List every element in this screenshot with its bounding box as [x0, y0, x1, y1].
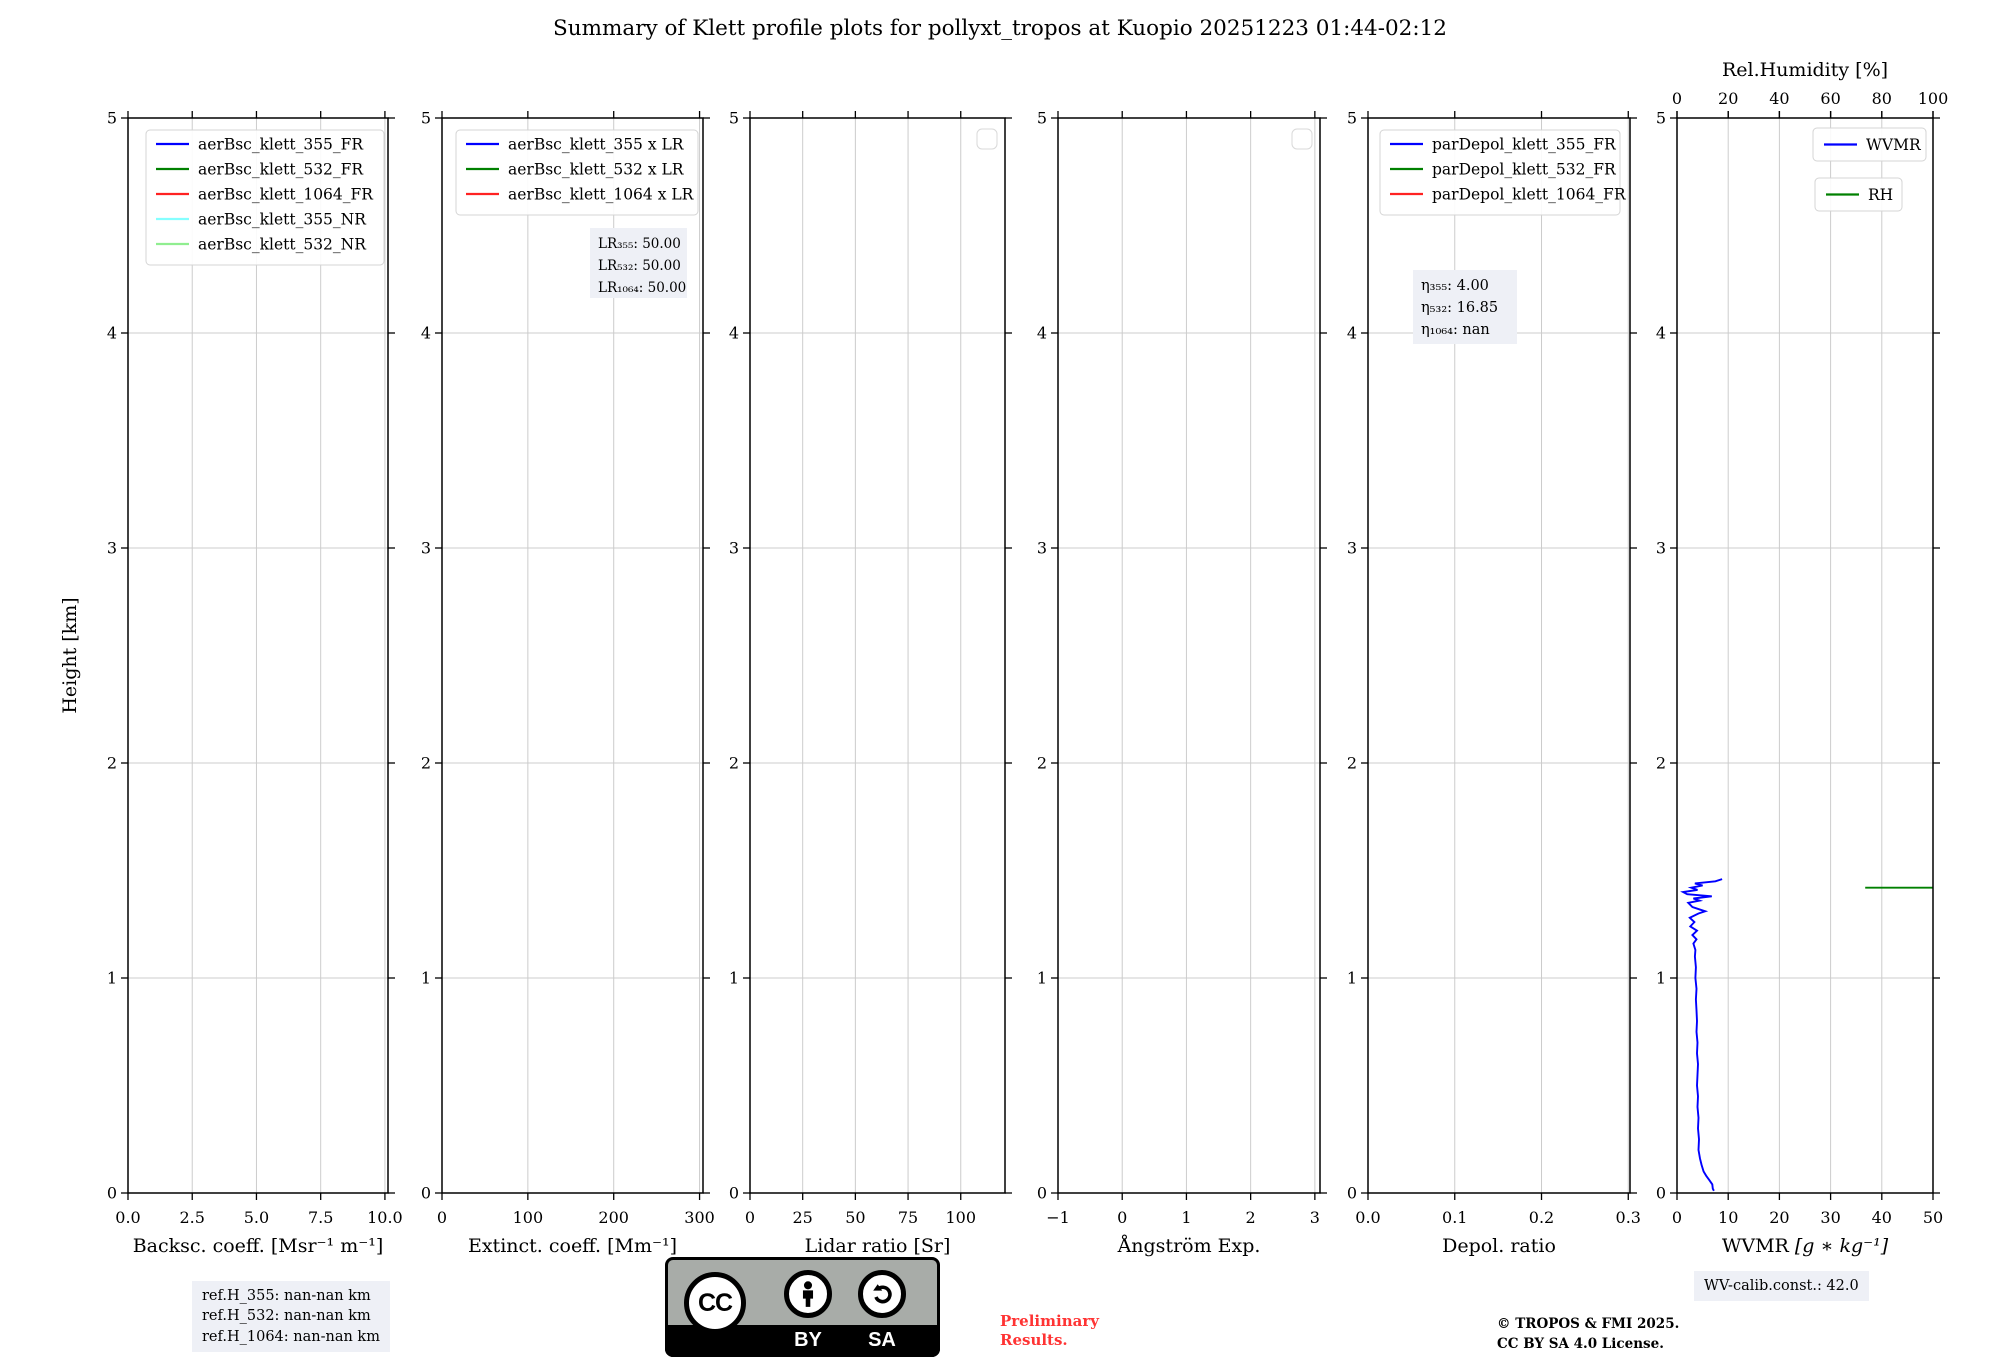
legend-label: aerBsc_klett_532_FR	[198, 160, 364, 179]
x-tick-label: 0.2	[1528, 1208, 1555, 1227]
y-axis	[729, 109, 1012, 1203]
x-axis-label: Backsc. coeff. [Msr⁻¹ m⁻¹]	[132, 1235, 384, 1257]
legend-label: aerBsc_klett_355_FR	[198, 135, 364, 154]
y-tick-label: 3	[1655, 538, 1666, 558]
y-tick-label: 0	[1346, 1183, 1357, 1203]
x-tick-label: 0.0	[1355, 1208, 1381, 1227]
preliminary-results-note: Preliminary Results.	[1000, 1312, 1099, 1349]
x-tick-label: 1	[1181, 1208, 1192, 1227]
x-tick-label: 2	[1245, 1208, 1256, 1227]
y-axis	[1656, 109, 1940, 1203]
y-tick-label: 4	[106, 323, 117, 343]
y-tick-label: 0	[106, 1183, 117, 1203]
panel-backscatter	[59, 109, 403, 1258]
x-tick-label: 300	[684, 1208, 715, 1227]
x-tick-label: 0.1	[1442, 1208, 1468, 1227]
y-axis	[1037, 109, 1327, 1203]
top-tick-label: 40	[1769, 89, 1790, 108]
y-tick-label: 2	[420, 753, 431, 773]
x-axis-label: WVMR [g ∗ kg⁻¹]	[1721, 1235, 1889, 1257]
y-axis	[59, 109, 395, 1203]
cc-logo-text: CC	[697, 1288, 733, 1317]
x-axis-label: Depol. ratio	[1442, 1235, 1556, 1257]
ref-height-annotation	[192, 1281, 390, 1352]
top-tick-label: 80	[1871, 89, 1892, 108]
legend-label: aerBsc_klett_532 x LR	[508, 160, 684, 179]
y-tick-label: 0	[420, 1183, 431, 1203]
legend-label: aerBsc_klett_355 x LR	[508, 135, 684, 154]
y-tick-label: 5	[728, 108, 739, 128]
annotation-box	[590, 228, 687, 298]
top-axis-label: Rel.Humidity [%]	[1721, 59, 1889, 81]
legend-label: aerBsc_klett_532_NR	[198, 235, 366, 254]
annotation-line: LR₁₀₆₄: 50.00	[598, 280, 687, 296]
panel-extinction	[421, 109, 715, 1258]
annotation-line: η₅₃₂: 16.85	[1421, 300, 1499, 316]
y-tick-label: 4	[1346, 323, 1357, 343]
x-tick-label: 25	[792, 1208, 813, 1227]
x-tick-label: 0	[436, 1208, 448, 1227]
y-tick-label: 5	[106, 108, 117, 128]
copyright-line-1: © TROPOS & FMI 2025.	[1497, 1316, 1680, 1332]
series-wvmr	[1683, 879, 1722, 1191]
panel-depol-ratio	[1347, 109, 1641, 1258]
panel-wvmr	[1656, 59, 1948, 1257]
top-axis-rel-humidity	[1672, 59, 1948, 118]
cc-by-sa-badge	[665, 1257, 940, 1357]
copyright-note	[1497, 1315, 1679, 1354]
share-alike-arrow-icon	[858, 1270, 906, 1318]
annotation-box	[1413, 270, 1517, 344]
x-tick-label: 100	[512, 1208, 544, 1227]
y-tick-label: 1	[1346, 968, 1357, 988]
top-tick-label: 60	[1820, 89, 1841, 108]
legend-label: parDepol_klett_1064_FR	[1432, 185, 1626, 204]
x-tick-label: 30	[1820, 1208, 1841, 1227]
y-tick-label: 1	[1036, 968, 1047, 988]
annotation-line: η₃₅₅: 4.00	[1421, 278, 1489, 294]
y-tick-label: 0	[1036, 1183, 1047, 1203]
y-tick-label: 4	[1036, 323, 1047, 343]
annotation-line: LR₅₃₂: 50.00	[598, 258, 681, 274]
x-axis	[745, 111, 976, 1257]
y-tick-label: 3	[106, 538, 117, 558]
gridlines	[750, 118, 1005, 1193]
y-tick-label: 3	[1346, 538, 1357, 558]
x-tick-label: 2.5	[179, 1208, 205, 1227]
legend-wvmr	[1813, 128, 1926, 161]
circular-arrow-icon	[869, 1281, 895, 1307]
legend-label: parDepol_klett_532_FR	[1432, 160, 1616, 179]
y-tick-label: 0	[728, 1183, 739, 1203]
x-tick-label: 7.5	[307, 1208, 334, 1227]
y-tick-label: 1	[728, 968, 739, 988]
y-tick-label: 0	[1655, 1183, 1666, 1203]
axes-spines	[750, 118, 1005, 1193]
top-tick-label: 20	[1718, 89, 1739, 108]
legend-label: aerBsc_klett_355_NR	[198, 210, 366, 229]
attribution-person-icon	[784, 1270, 832, 1318]
panel-lidar-ratio	[729, 109, 1012, 1258]
gridlines	[1058, 118, 1320, 1193]
by-label: BY	[794, 1329, 822, 1351]
x-tick-label: 0	[1671, 1208, 1683, 1227]
y-tick-label: 4	[420, 323, 431, 343]
wv-calib-annotation: WV-calib.const.: 42.0	[1694, 1271, 1869, 1301]
y-tick-label: 2	[106, 753, 117, 773]
legend	[1380, 130, 1627, 215]
y-tick-label: 4	[1655, 323, 1666, 343]
axes-spines	[1058, 118, 1320, 1193]
x-axis-label: Extinct. coeff. [Mm⁻¹]	[467, 1235, 678, 1257]
x-axis	[115, 111, 402, 1257]
x-tick-label: 50	[1922, 1208, 1944, 1227]
y-tick-label: 1	[106, 968, 117, 988]
gridlines	[128, 118, 388, 1193]
y-tick-label: 2	[1346, 753, 1357, 773]
x-tick-label: 10	[1718, 1208, 1739, 1227]
y-tick-label: 3	[728, 538, 739, 558]
legend	[146, 130, 384, 265]
x-tick-label: −1	[1046, 1208, 1070, 1227]
x-tick-label: 100	[945, 1208, 977, 1227]
axes-spines	[128, 118, 388, 1193]
x-tick-label: 50	[845, 1208, 866, 1227]
x-tick-label: 3	[1309, 1208, 1320, 1227]
x-tick-label: 10.0	[367, 1208, 403, 1227]
legend-label: aerBsc_klett_1064 x LR	[508, 185, 694, 204]
legend-label: aerBsc_klett_1064_FR	[198, 185, 373, 204]
annotation-line: LR₃₅₅: 50.00	[598, 236, 681, 252]
legend	[456, 130, 698, 215]
x-axis-label: Ångström Exp.	[1117, 1235, 1261, 1257]
y-tick-label: 2	[1655, 753, 1666, 773]
legend-label: RH	[1868, 186, 1894, 204]
copyright-line-2: CC BY SA 4.0 License.	[1497, 1335, 1664, 1352]
y-tick-label: 5	[1346, 108, 1357, 128]
legend-label: parDepol_klett_355_FR	[1432, 135, 1616, 154]
y-tick-label: 3	[420, 538, 431, 558]
ref-h-355: ref.H_355: nan-nan km	[202, 1288, 371, 1304]
x-tick-label: 20	[1769, 1208, 1790, 1227]
top-tick-label: 100	[1917, 89, 1949, 108]
axes-spines	[1677, 118, 1933, 1193]
y-axis-label: Height [km]	[59, 597, 81, 714]
empty-legend-box	[1292, 129, 1312, 149]
x-tick-label: 40	[1871, 1208, 1892, 1227]
annotation-line: η₁₀₆₄: nan	[1421, 322, 1490, 338]
top-tick-label: 0	[1671, 89, 1683, 108]
legend-label: WVMR	[1866, 136, 1921, 154]
y-tick-label: 2	[728, 753, 739, 773]
y-tick-label: 5	[1655, 108, 1666, 128]
empty-legend-box	[977, 129, 997, 149]
person-icon	[797, 1280, 819, 1308]
cc-logo-icon	[684, 1272, 746, 1334]
x-tick-label: 0.3	[1615, 1208, 1641, 1227]
x-tick-label: 0	[744, 1208, 756, 1227]
y-tick-label: 5	[420, 108, 431, 128]
y-tick-label: 4	[728, 323, 739, 343]
x-tick-label: 0	[1117, 1208, 1128, 1227]
y-tick-label: 1	[1655, 968, 1666, 988]
x-tick-label: 200	[598, 1208, 629, 1227]
ref-h-532: ref.H_532: nan-nan km	[202, 1308, 371, 1325]
series-group	[1683, 879, 1933, 1191]
x-tick-label: 5.0	[243, 1208, 270, 1227]
y-tick-label: 5	[1036, 108, 1047, 128]
panel-angstrom	[1037, 109, 1327, 1258]
x-tick-label: 75	[897, 1208, 919, 1227]
x-axis-label: Lidar ratio [Sr]	[804, 1235, 951, 1257]
legend-rh	[1815, 178, 1902, 211]
x-tick-label: 0.0	[115, 1208, 141, 1227]
ref-h-1064: ref.H_1064: nan-nan km	[202, 1328, 380, 1345]
x-axis	[1672, 111, 1943, 1257]
sa-label: SA	[868, 1329, 896, 1351]
x-axis	[1046, 111, 1320, 1257]
y-tick-label: 2	[1036, 753, 1047, 773]
y-tick-label: 3	[1036, 538, 1047, 558]
gridlines	[1677, 118, 1933, 1193]
figure-title: Summary of Klett profile plots for pollyxt_tropos at Kuopio 20251223 01:44-02:12	[553, 16, 1447, 41]
y-tick-label: 1	[420, 968, 431, 988]
